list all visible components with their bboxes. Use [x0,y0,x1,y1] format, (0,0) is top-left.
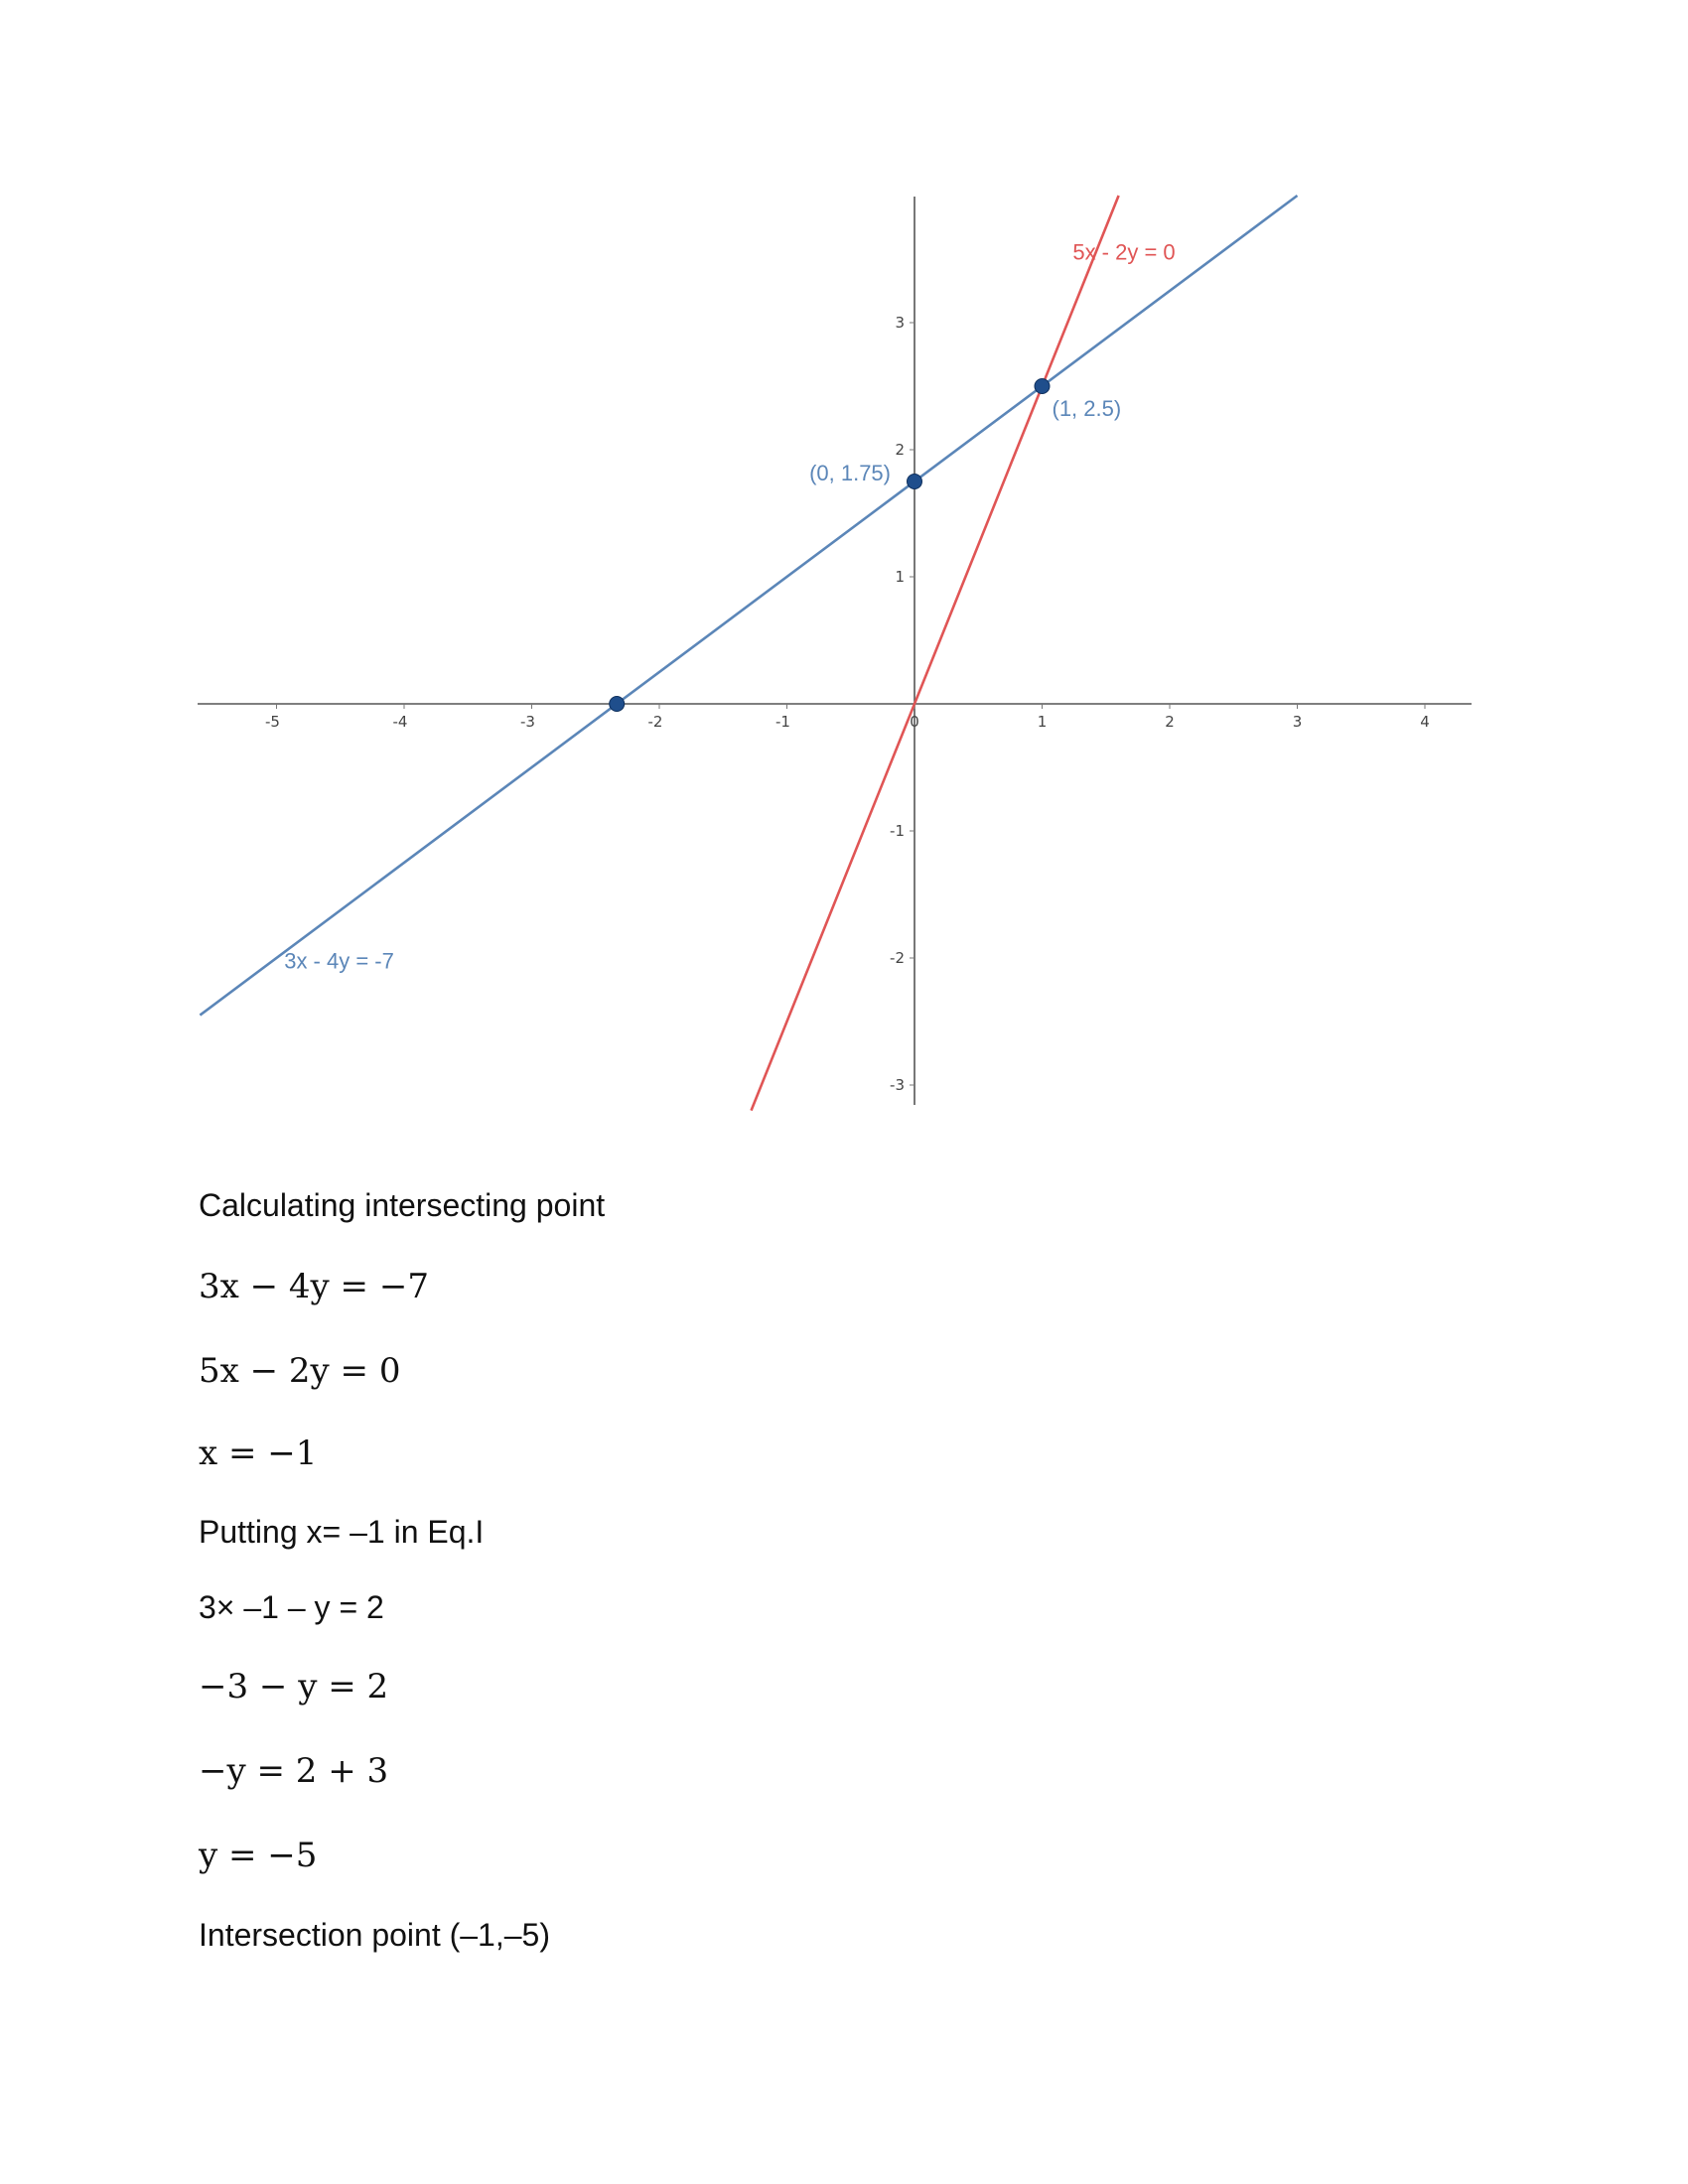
annotations [284,239,1175,973]
x-tick-label: 2 [1165,713,1175,731]
y-tick-label: 2 [895,441,905,459]
x-tick-label: 4 [1420,713,1430,731]
point-marker [1035,379,1050,394]
simplify-step-2: −y = 2 + 3 [199,1751,389,1791]
y-tick-label: -3 [890,1076,905,1094]
heading: Calculating intersecting point [199,1187,606,1223]
series-label-red: 5x - 2y = 0 [1072,239,1176,265]
series-line-blue [200,196,1297,1016]
point-label: (1, 2.5) [1052,396,1122,421]
equation-1: 3x − 4y = −7 [199,1267,429,1306]
y-tick-label: 3 [895,314,905,332]
series-line-red [752,196,1119,1111]
point-label: (0, 1.75) [809,461,891,485]
y-value: y = −5 [199,1836,318,1875]
x-tick-label: 1 [1037,713,1048,731]
y-tick-label: -1 [890,822,905,840]
putting-step: Putting x= –1 in Eq.I [199,1514,485,1550]
y-tick-label: -2 [890,949,905,967]
x-tick-label: -3 [520,713,535,731]
x-tick-label: -1 [775,713,790,731]
x-tick-label: -5 [265,713,280,731]
x-tick-label: -4 [392,713,408,731]
x-tick-label: 0 [910,713,919,731]
x-value: x = −1 [199,1433,318,1473]
y-tick-label: 1 [895,568,905,586]
equation-2: 5x − 2y = 0 [199,1351,401,1391]
x-tick-label: 3 [1292,713,1303,731]
point-marker [610,697,625,712]
result: Intersection point (–1,–5) [199,1917,550,1953]
simplify-step-1: −3 − y = 2 [199,1667,389,1706]
substitution-step: 3× –1 – y = 2 [199,1589,384,1625]
x-tick-label: -2 [647,713,663,731]
x-tick-labels [265,704,1430,731]
series-label-blue: 3x - 4y = -7 [284,948,394,974]
point-marker [908,475,922,489]
